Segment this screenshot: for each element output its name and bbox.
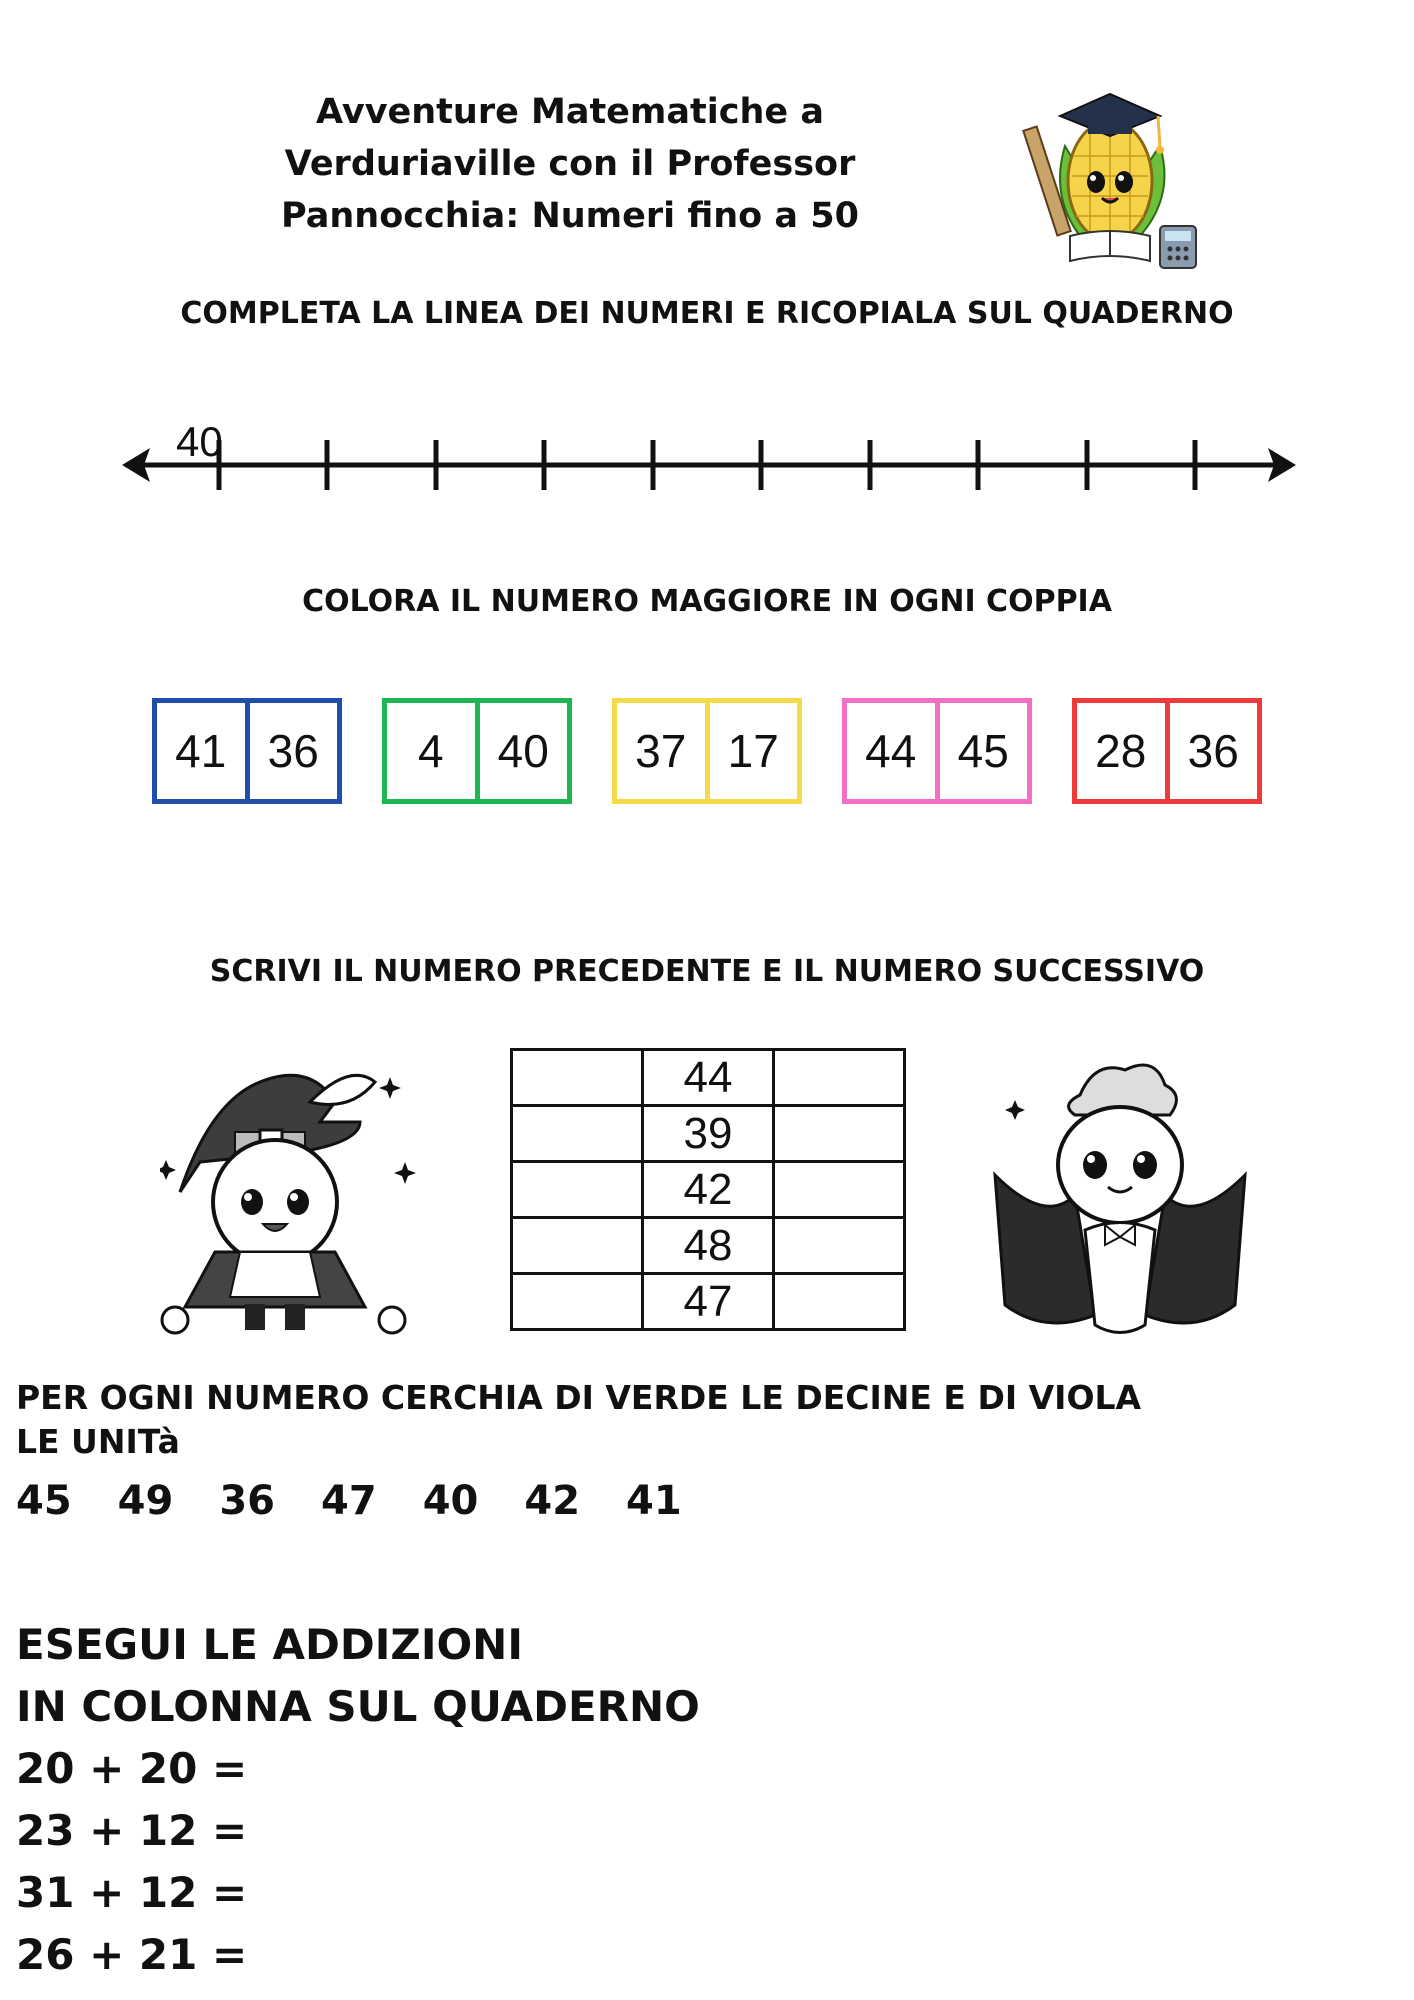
table-row (512, 1162, 905, 1218)
table-row (512, 1218, 905, 1274)
section-heading-additions: ESEGUI LE ADDIZIONI (16, 1620, 523, 1669)
given-number: 44 (643, 1050, 774, 1106)
list-item[interactable]: 49 (117, 1478, 174, 1524)
pair-number[interactable]: 36 (245, 703, 338, 799)
radish-vampire-icon (985, 1055, 1255, 1345)
corn-professor-icon (1010, 86, 1210, 276)
number-line-start-label: 40 (176, 418, 223, 465)
number-pair-3 (612, 698, 802, 804)
list-item[interactable]: 42 (524, 1478, 581, 1524)
page-title: Avventure Matematiche a Verduriaville con il Professor Pannocchia: Numeri fino a 50 (281, 92, 859, 236)
after-cell[interactable] (774, 1050, 905, 1106)
list-item[interactable]: 45 (16, 1478, 72, 1524)
pair-number[interactable]: 45 (935, 703, 1028, 799)
after-cell[interactable] (774, 1218, 905, 1274)
pair-number[interactable]: 36 (1165, 703, 1258, 799)
pair-number[interactable]: 41 (175, 725, 227, 777)
given-number: 48 (643, 1218, 774, 1274)
after-cell[interactable] (774, 1106, 905, 1162)
pair-number[interactable]: 37 (635, 725, 687, 777)
number-line (120, 420, 1300, 510)
before-cell[interactable] (512, 1050, 643, 1106)
table-row (512, 1106, 905, 1162)
pair-number[interactable]: 44 (865, 725, 917, 777)
section-heading-additions-line2: IN COLONNA SUL QUADERNO (16, 1682, 700, 1731)
before-cell[interactable] (512, 1218, 643, 1274)
addition-2: 23 + 12 = (16, 1806, 248, 1855)
pair-number[interactable]: 4 (417, 725, 444, 777)
after-cell[interactable] (774, 1162, 905, 1218)
list-item[interactable]: 40 (422, 1478, 479, 1524)
section-heading-tens-units-line2: LE UNITà (16, 1422, 180, 1461)
number-list (16, 1478, 682, 1524)
section-heading-before-after: SCRIVI IL NUMERO PRECEDENTE E IL NUMERO SUCCESSIVO (209, 954, 1205, 989)
before-cell[interactable] (512, 1274, 643, 1330)
given-number: 39 (643, 1106, 774, 1162)
after-cell[interactable] (774, 1274, 905, 1330)
pair-number[interactable]: 17 (705, 703, 798, 799)
section-heading-number-line: COMPLETA LA LINEA DEI NUMERI E RICOPIALA SUL QUADERNO (180, 296, 1234, 331)
addition-1: 20 + 20 = (16, 1744, 248, 1793)
addition-3: 31 + 12 = (16, 1868, 248, 1917)
number-pair-4 (842, 698, 1032, 804)
table-row (512, 1274, 905, 1330)
number-pair-2 (382, 698, 572, 804)
list-item[interactable]: 47 (321, 1478, 377, 1524)
apple-witch-icon (160, 1042, 430, 1342)
given-number: 42 (643, 1162, 774, 1218)
before-cell[interactable] (512, 1162, 643, 1218)
before-cell[interactable] (512, 1106, 643, 1162)
pair-number[interactable]: 40 (475, 703, 568, 799)
given-number: 47 (643, 1274, 774, 1330)
table-row (512, 1050, 905, 1106)
before-after-table (510, 1048, 906, 1331)
section-heading-tens-units: PER OGNI NUMERO CERCHIA DI VERDE LE DECINE E DI VIOLA (16, 1378, 1142, 1417)
list-item[interactable]: 41 (626, 1478, 682, 1524)
number-pair-1 (152, 698, 342, 804)
addition-4: 26 + 21 = (16, 1930, 248, 1979)
pair-number[interactable]: 28 (1095, 725, 1147, 777)
section-heading-color-greater: COLORA IL NUMERO MAGGIORE IN OGNI COPPIA (302, 584, 1112, 619)
number-pair-5 (1072, 698, 1262, 804)
list-item[interactable]: 36 (219, 1478, 276, 1524)
